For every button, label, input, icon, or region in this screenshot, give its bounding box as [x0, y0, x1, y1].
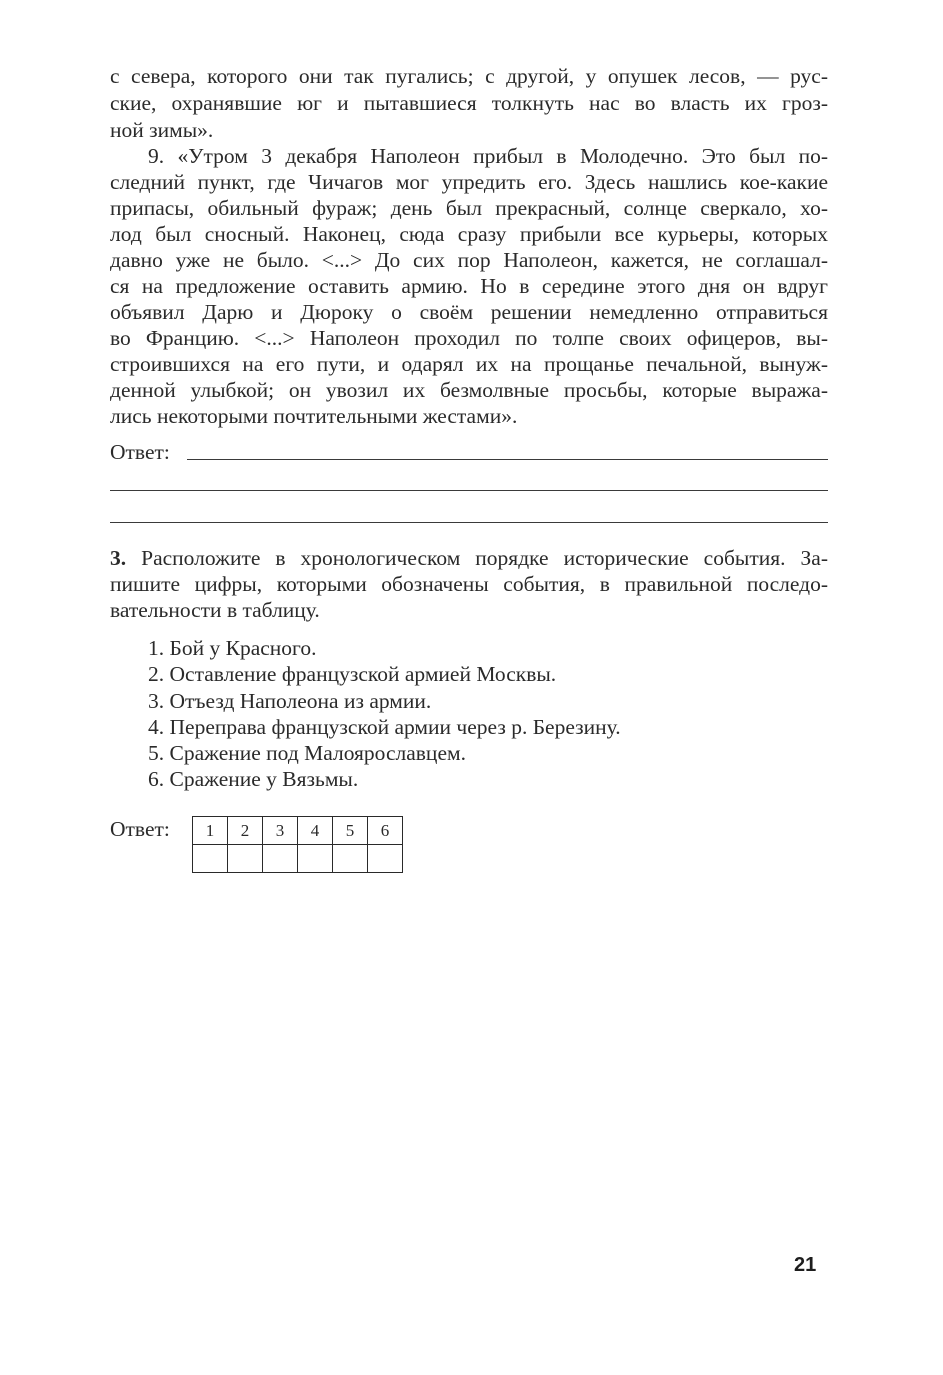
item9-line: 9. «Утром 3 декабря Наполеон прибыл в Молодечно. Это был по-	[148, 144, 828, 168]
event-item: 4. Переправа французской армии через р. Березину.	[148, 715, 621, 739]
answer-line[interactable]	[187, 459, 828, 460]
answer-table-input-cell[interactable]	[333, 845, 368, 873]
item9-line: ся на предложение оставить армию. Но в середине этого дня он вдруг	[110, 274, 828, 298]
answer-table-input-row	[193, 845, 403, 873]
event-item: 6. Сражение у Вязьмы.	[148, 767, 359, 791]
answer-label: Ответ:	[110, 817, 170, 841]
task3-line: пишите цифры, которыми обозначены события, в правильной последо-	[110, 572, 828, 596]
answer-table-input-cell[interactable]	[298, 845, 333, 873]
answer-label: Ответ:	[110, 440, 170, 464]
item9-line: лод был сносный. Наконец, сюда сразу прибыли все курьеры, которых	[110, 222, 828, 246]
passage-line: ной зимы».	[110, 118, 214, 142]
item9-line: следний пункт, где Чичагов мог упредить его. Здесь нашлись кое-какие	[110, 170, 828, 194]
answer-table-input-cell[interactable]	[228, 845, 263, 873]
answer-table-input-cell[interactable]	[368, 845, 403, 873]
task3-line	[110, 544, 828, 573]
answer-table-header-cell: 6	[368, 817, 403, 845]
item9-line: лись некоторыми почтительными жестами».	[110, 404, 518, 428]
answer-table-header-row	[193, 817, 403, 845]
task3-text: Расположите в хронологическом порядке исторические события. За-	[141, 546, 828, 570]
page-number: 21	[794, 1254, 817, 1276]
answer-table-header-cell: 5	[333, 817, 368, 845]
event-item: 1. Бой у Красного.	[148, 636, 317, 660]
item9-line: строившихся на его пути, и одарял их на прощанье печальной, вынуж-	[110, 352, 828, 376]
answer-table-header-cell: 3	[263, 817, 298, 845]
answer-line[interactable]	[110, 522, 828, 523]
passage-line: ские, охранявшие юг и пытавшиеся толкнуть нас во власть их гроз-	[110, 91, 828, 115]
answer-table-input-cell[interactable]	[263, 845, 298, 873]
answer-line[interactable]	[110, 490, 828, 491]
item9-line: объявил Дарю и Дюроку о своём решении немедленно отправиться	[110, 300, 828, 324]
answer-table-header-cell: 2	[228, 817, 263, 845]
task3-line: вательности в таблицу.	[110, 598, 320, 622]
answer-table-input-cell[interactable]	[193, 845, 228, 873]
answer-table	[192, 816, 403, 873]
answer-row	[110, 438, 828, 468]
event-item: 5. Сражение под Малоярославцем.	[148, 741, 466, 765]
item9-line: денной улыбкой; он увозил их безмолвные просьбы, которые выража-	[110, 378, 828, 402]
item9-line: припасы, обильный фураж; день был прекрасный, солнце сверкало, хо-	[110, 196, 828, 220]
item9-line: во Францию. <...> Наполеон проходил по толпе своих офицеров, вы-	[110, 326, 828, 350]
event-item: 2. Оставление французской армией Москвы.	[148, 662, 557, 686]
event-item: 3. Отъезд Наполеона из армии.	[148, 689, 432, 713]
answer-table-header-cell: 4	[298, 817, 333, 845]
passage-line: с севера, которого они так пугались; с другой, у опушек лесов, — рус-	[110, 64, 828, 88]
task-number: 3.	[110, 546, 127, 570]
answer-table-header-cell: 1	[193, 817, 228, 845]
item9-line: давно уже не было. <...> До сих пор Наполеон, кажется, не соглашал-	[110, 248, 828, 272]
answer-row	[110, 815, 190, 845]
